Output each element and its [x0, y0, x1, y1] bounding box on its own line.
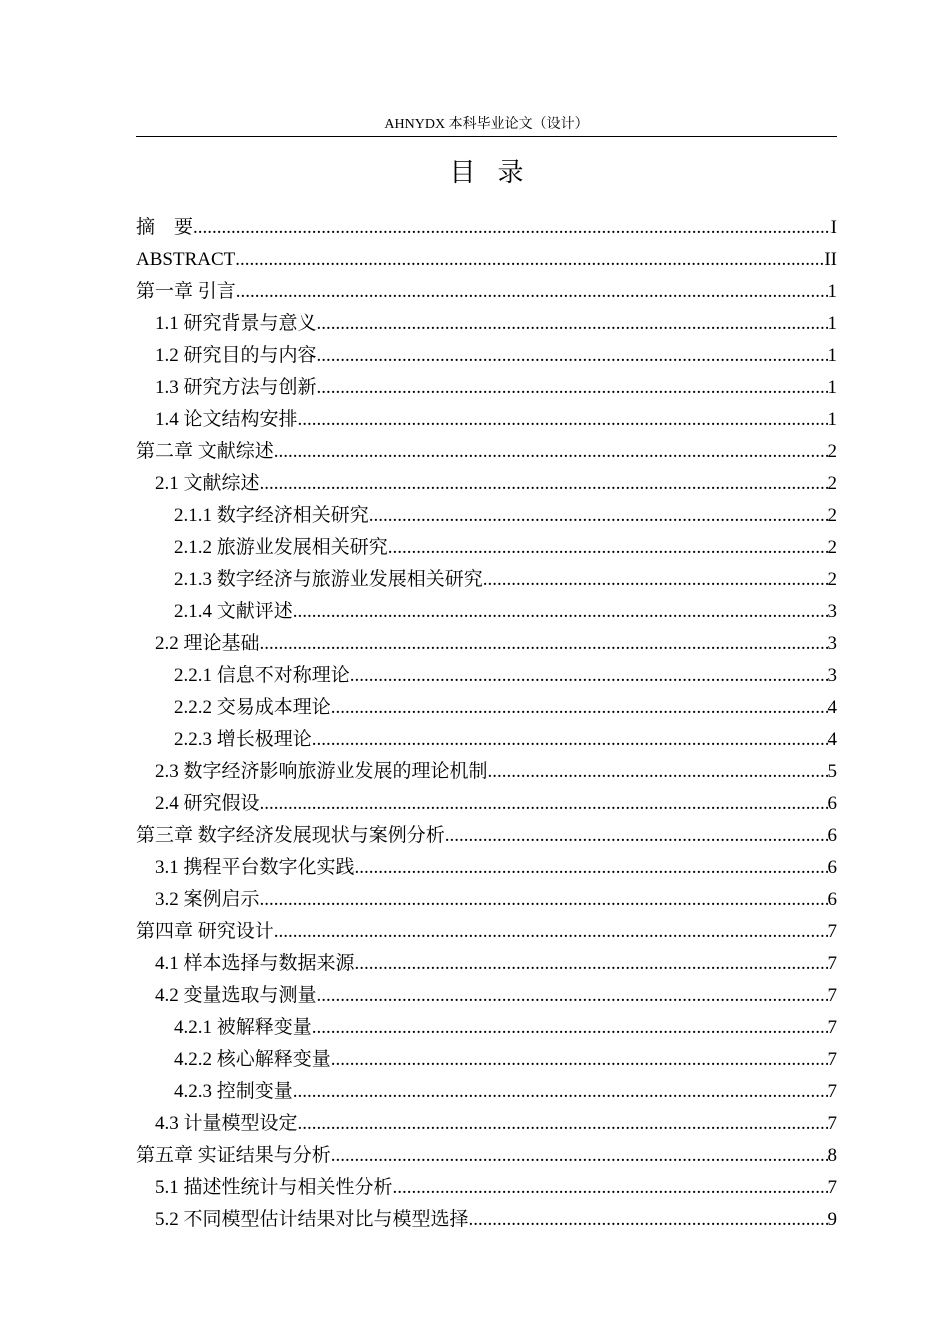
toc-dot-leader: [317, 308, 828, 340]
toc-entry-label: 2.4 研究假设: [155, 793, 260, 814]
toc-entry-label: 2.1.3 数字经济与旅游业发展相关研究: [174, 569, 483, 590]
toc-dot-leader: [193, 212, 831, 244]
toc-entry-label: 5.1 描述性统计与相关性分析: [155, 1177, 393, 1198]
toc-entry[interactable]: [136, 372, 837, 404]
toc-entry-label: 4.2.2 核心解释变量: [174, 1049, 331, 1070]
toc-entry-page-number: 7: [827, 1049, 837, 1070]
toc-dot-leader: [350, 660, 828, 692]
toc-entry[interactable]: [136, 244, 837, 276]
toc-entry-page-number: 3: [827, 601, 837, 622]
toc-entry-page-number: 6: [827, 825, 837, 846]
toc-entry-page-number: 7: [827, 985, 837, 1006]
toc-dot-leader: [317, 980, 828, 1012]
toc-entry[interactable]: [136, 628, 837, 660]
toc-entry[interactable]: [136, 948, 837, 980]
toc-entry-label: 2.2.3 增长极理论: [174, 729, 312, 750]
toc-entry-label: 2.2.1 信息不对称理论: [174, 665, 350, 686]
toc-entry-page-number: 2: [827, 473, 837, 494]
toc-entry-label: 1.1 研究背景与意义: [155, 313, 317, 334]
toc-dot-leader: [293, 596, 828, 628]
toc-entry-page-number: 4: [827, 697, 837, 718]
toc-entry[interactable]: [136, 692, 837, 724]
toc-dot-leader: [260, 628, 828, 660]
toc-entry-page-number: 7: [827, 1113, 837, 1134]
toc-dot-leader: [260, 788, 828, 820]
toc-entry-label: 第二章 文献综述: [136, 441, 274, 462]
toc-entry[interactable]: [136, 532, 837, 564]
toc-entry[interactable]: [136, 564, 837, 596]
toc-dot-leader: [483, 564, 828, 596]
toc-entry-label: 2.2 理论基础: [155, 633, 260, 654]
toc-entry[interactable]: [136, 980, 837, 1012]
toc-entry-label: 3.2 案例启示: [155, 889, 260, 910]
running-header: AHNYDX 本科毕业论文（设计）: [384, 117, 589, 132]
toc-entry-page-number: 1: [827, 281, 837, 302]
toc-entry-page-number: I: [830, 217, 837, 238]
toc-dot-leader: [236, 276, 828, 308]
toc-dot-leader: [293, 1076, 828, 1108]
toc-entry-label: 4.2 变量选取与测量: [155, 985, 317, 1006]
toc-entry-label: 2.2.2 交易成本理论: [174, 697, 331, 718]
toc-dot-leader: [445, 820, 828, 852]
toc-entry[interactable]: [136, 1012, 837, 1044]
toc-entry-page-number: 1: [827, 313, 837, 334]
toc-entry[interactable]: [136, 404, 837, 436]
toc-dot-leader: [274, 916, 828, 948]
toc-entry-label: 5.2 不同模型估计结果对比与模型选择: [155, 1209, 469, 1230]
toc-entry[interactable]: [136, 1108, 837, 1140]
toc-entry[interactable]: [136, 340, 837, 372]
toc-dot-leader: [312, 1012, 828, 1044]
toc-entry[interactable]: [136, 276, 837, 308]
toc-dot-leader: [355, 948, 828, 980]
toc-entry-label: 1.4 论文结构安排: [155, 409, 298, 430]
toc-entry-page-number: 6: [827, 889, 837, 910]
toc-dot-leader: [369, 500, 828, 532]
toc-entry-page-number: 7: [827, 953, 837, 974]
toc-entry-page-number: 3: [827, 665, 837, 686]
toc-entry[interactable]: [136, 820, 837, 852]
toc-entry-page-number: 2: [827, 537, 837, 558]
toc-entry-label: 1.2 研究目的与内容: [155, 345, 317, 366]
toc-dot-leader: [317, 340, 828, 372]
toc-dot-leader: [388, 532, 828, 564]
toc-entry[interactable]: [136, 308, 837, 340]
toc-entry-page-number: 2: [827, 569, 837, 590]
toc-entry[interactable]: [136, 852, 837, 884]
toc-entry-label: 2.3 数字经济影响旅游业发展的理论机制: [155, 761, 488, 782]
table-of-contents: [136, 212, 837, 1236]
toc-entry[interactable]: [136, 660, 837, 692]
toc-dot-leader: [331, 692, 828, 724]
toc-dot-leader: [469, 1204, 828, 1236]
toc-entry-label: 1.3 研究方法与创新: [155, 377, 317, 398]
toc-dot-leader: [298, 404, 828, 436]
toc-entry-page-number: 7: [827, 921, 837, 942]
toc-entry[interactable]: [136, 1140, 837, 1172]
toc-entry-page-number: II: [824, 249, 837, 270]
toc-entry-label: 4.1 样本选择与数据来源: [155, 953, 355, 974]
toc-entry-label: ABSTRACT: [136, 249, 236, 270]
toc-entry[interactable]: [136, 1044, 837, 1076]
toc-entry-page-number: 4: [827, 729, 837, 750]
toc-entry[interactable]: [136, 436, 837, 468]
toc-dot-leader: [393, 1172, 828, 1204]
toc-dot-leader: [317, 372, 828, 404]
toc-entry-page-number: 6: [827, 793, 837, 814]
toc-entry[interactable]: [136, 788, 837, 820]
toc-dot-leader: [298, 1108, 828, 1140]
toc-entry-page-number: 2: [827, 441, 837, 462]
toc-dot-leader: [312, 724, 828, 756]
toc-entry-page-number: 8: [827, 1145, 837, 1166]
toc-entry-label: 摘 要: [136, 217, 194, 238]
toc-entry[interactable]: [136, 596, 837, 628]
toc-entry-page-number: 1: [827, 409, 837, 430]
toc-entry[interactable]: [136, 1076, 837, 1108]
toc-entry-page-number: 7: [827, 1017, 837, 1038]
toc-entry-page-number: 1: [827, 345, 837, 366]
toc-entry-label: 4.3 计量模型设定: [155, 1113, 298, 1134]
toc-entry[interactable]: [136, 724, 837, 756]
toc-entry-label: 4.2.1 被解释变量: [174, 1017, 312, 1038]
toc-entry-page-number: 5: [827, 761, 837, 782]
toc-entry-page-number: 9: [827, 1209, 837, 1230]
toc-dot-leader: [274, 436, 828, 468]
toc-dot-leader: [235, 244, 824, 276]
toc-entry[interactable]: [136, 1204, 837, 1236]
toc-dot-leader: [260, 468, 828, 500]
toc-entry-label: 2.1.1 数字经济相关研究: [174, 505, 369, 526]
toc-title: 目录: [449, 158, 546, 187]
toc-entry-label: 2.1.4 文献评述: [174, 601, 293, 622]
header-rule: [136, 136, 837, 137]
toc-dot-leader: [260, 884, 828, 916]
toc-entry[interactable]: [136, 884, 837, 916]
toc-entry-page-number: 7: [827, 1177, 837, 1198]
toc-entry-page-number: 1: [827, 377, 837, 398]
toc-entry[interactable]: [136, 916, 837, 948]
toc-entry-page-number: 6: [827, 857, 837, 878]
toc-dot-leader: [488, 756, 828, 788]
toc-dot-leader: [355, 852, 828, 884]
toc-entry-label: 3.1 携程平台数字化实践: [155, 857, 355, 878]
toc-entry-label: 第一章 引言: [136, 281, 236, 302]
toc-entry-page-number: 2: [827, 505, 837, 526]
toc-entry[interactable]: [136, 468, 837, 500]
toc-entry[interactable]: [136, 756, 837, 788]
toc-entry[interactable]: [136, 212, 837, 244]
toc-entry-label: 第四章 研究设计: [136, 921, 274, 942]
toc-dot-leader: [331, 1044, 828, 1076]
toc-entry-label: 第五章 实证结果与分析: [136, 1145, 331, 1166]
toc-entry[interactable]: [136, 1172, 837, 1204]
toc-entry[interactable]: [136, 500, 837, 532]
toc-entry-label: 第三章 数字经济发展现状与案例分析: [136, 825, 445, 846]
toc-entry-label: 4.2.3 控制变量: [174, 1081, 293, 1102]
toc-entry-page-number: 7: [827, 1081, 837, 1102]
toc-entry-label: 2.1 文献综述: [155, 473, 260, 494]
toc-entry-page-number: 3: [827, 633, 837, 654]
toc-dot-leader: [331, 1140, 828, 1172]
toc-entry-label: 2.1.2 旅游业发展相关研究: [174, 537, 388, 558]
